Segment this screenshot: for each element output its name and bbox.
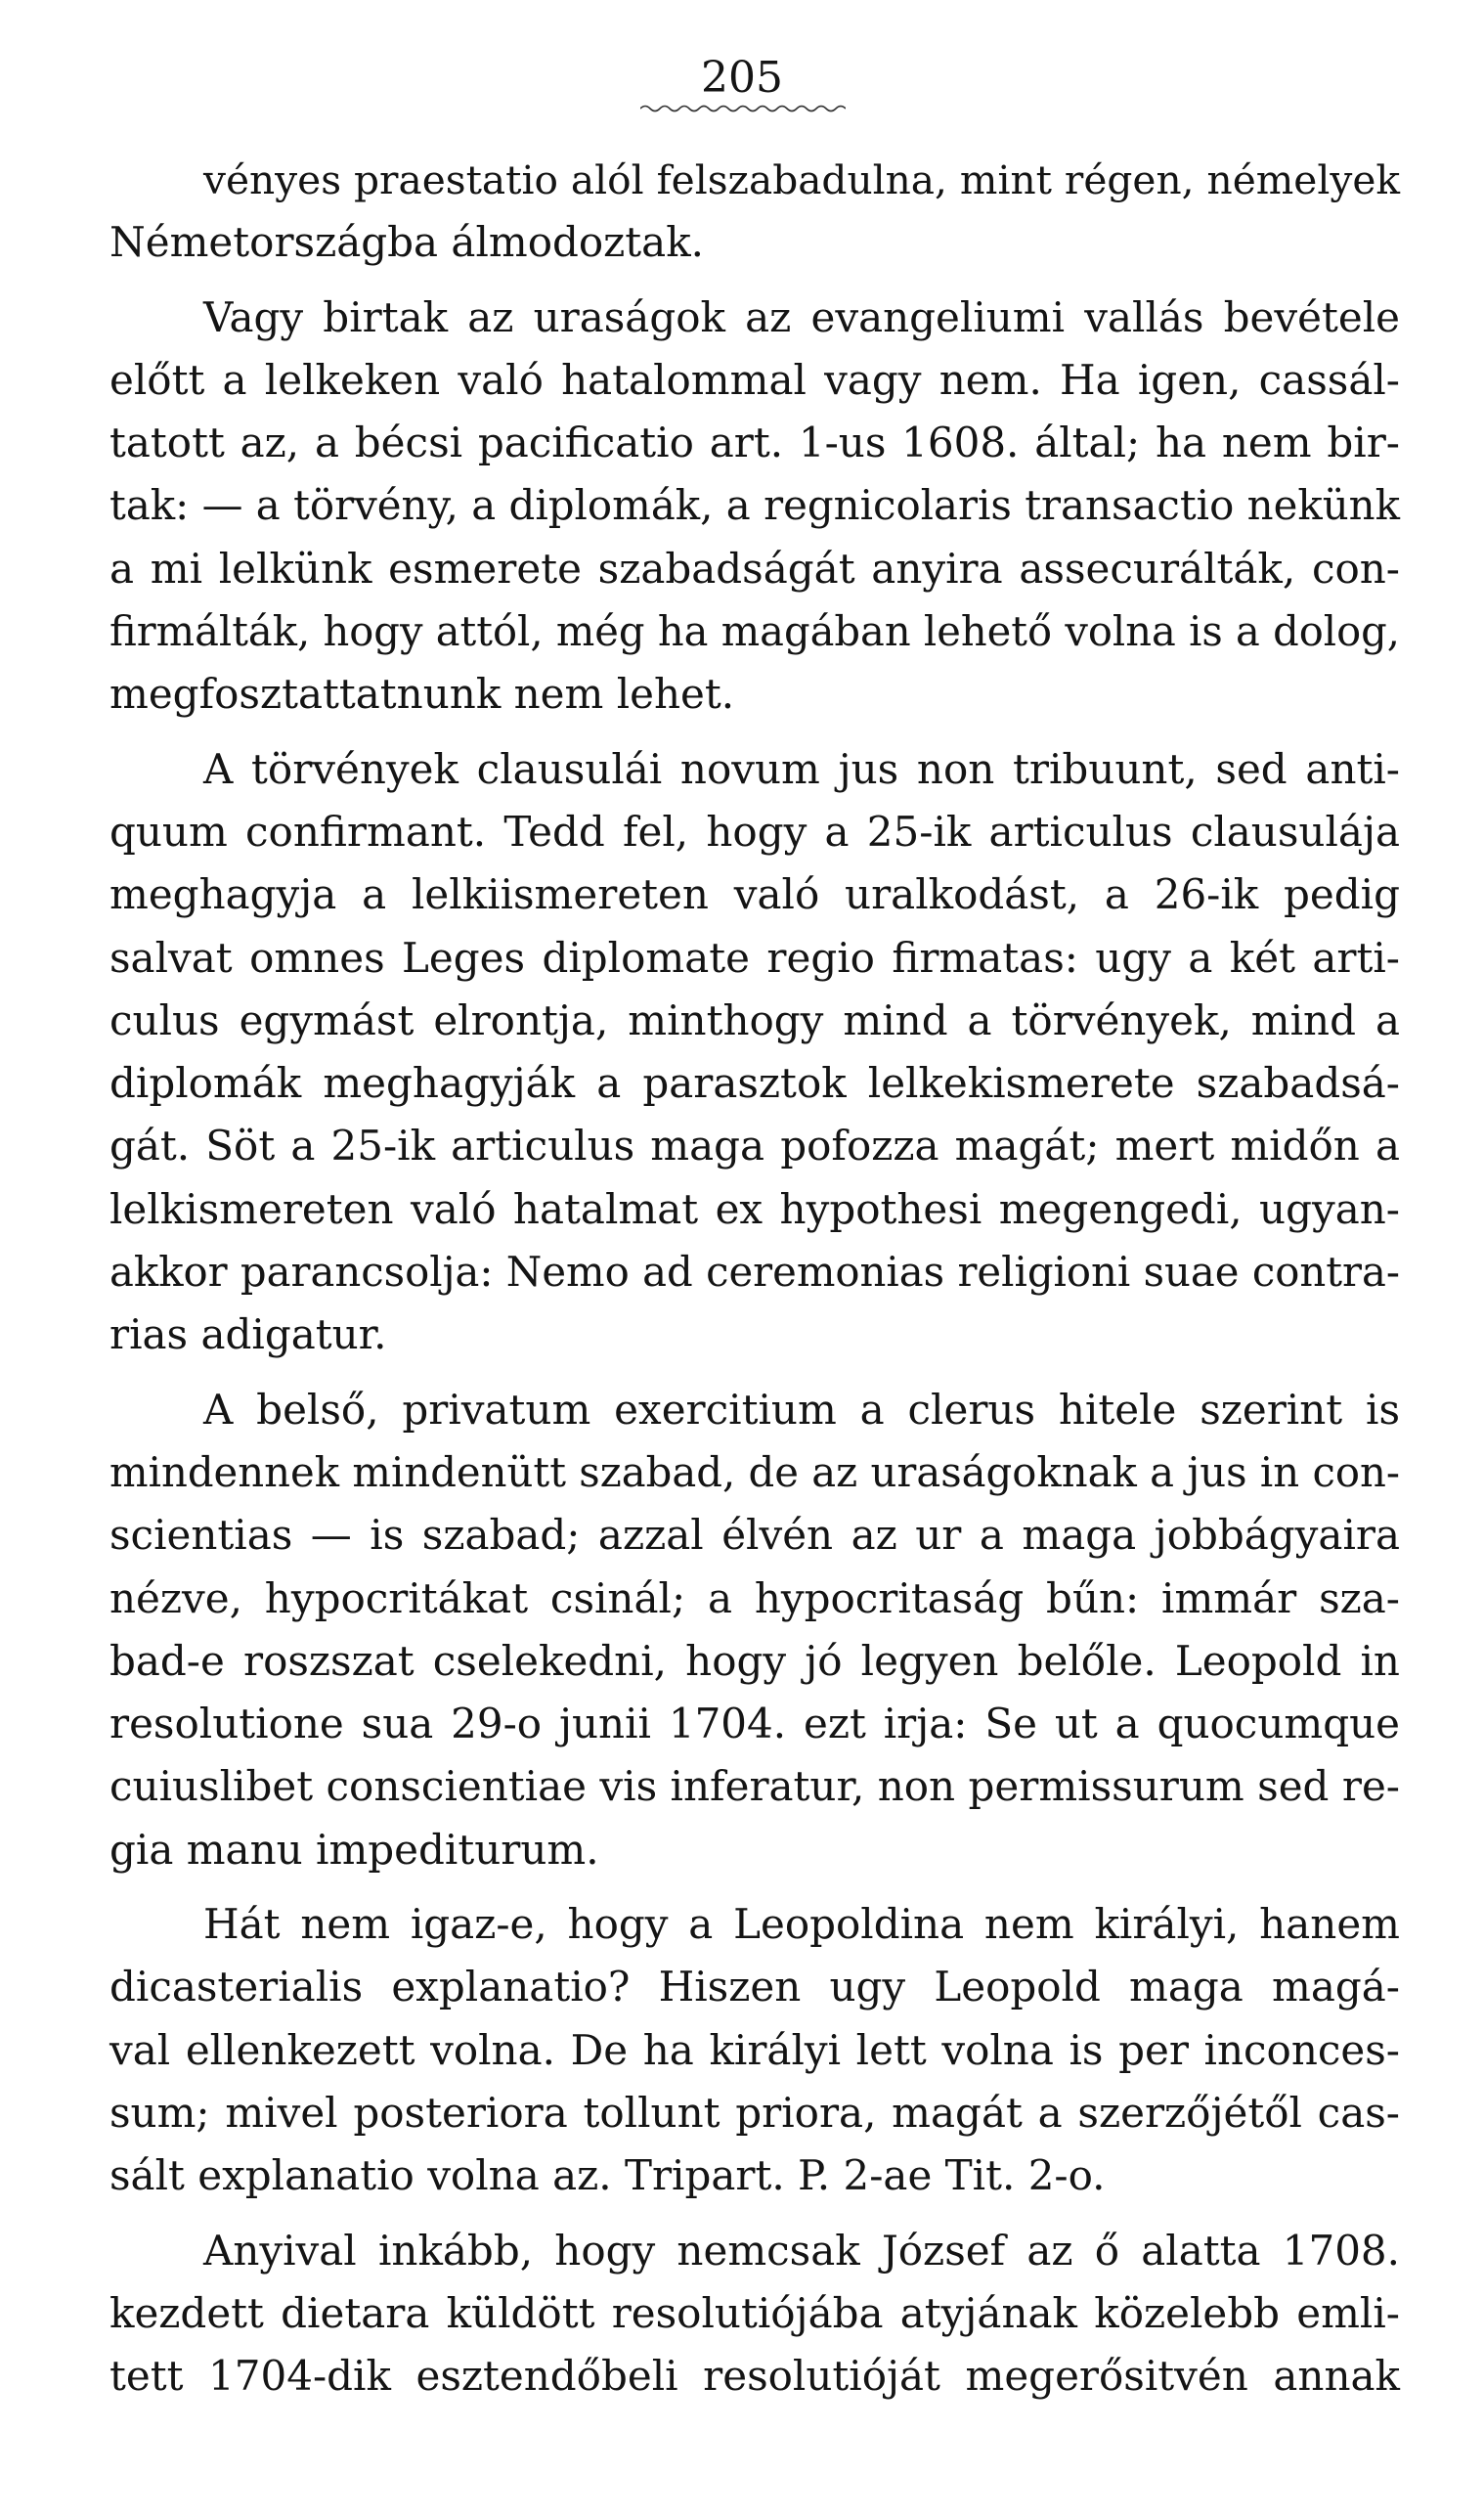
text-line: tatott az, a bécsi pacificatio art. 1-us 1608. által; ha nem bir- <box>109 419 1400 467</box>
text-line: rias adigatur. <box>109 1310 387 1359</box>
text-line: dicasterialis explanatio? Hiszen ugy Leopold maga magá- <box>109 1963 1400 2011</box>
text-line: mindennek mindenütt szabad, de az uraságoknak a jus in con- <box>109 1447 1400 1496</box>
text-line: tett 1704-dik esztendőbeli resolutióját megerősitvén annak <box>109 2352 1400 2401</box>
text-line: Vagy birtak az uraságok az evangeliumi vallás bevétele <box>203 292 1400 341</box>
text-line: cuiuslibet conscientiae vis inferatur, non permissurum sed re- <box>109 1762 1400 1811</box>
text-line: akkor parancsolja: Nemo ad ceremonias religioni suae contra- <box>109 1248 1400 1297</box>
text-line: resolutione sua 29-o junii 1704. ezt irja: Se ut a quocumque <box>109 1700 1400 1748</box>
paragraph <box>109 149 1400 275</box>
text-line: firmálták, hogy attól, még ha magában lehető volna is a dolog, <box>109 607 1400 656</box>
text-line: a mi lelkünk esmerete szabadságát anyira assecurálták, con- <box>109 544 1400 593</box>
text-line: Hát nem igaz-e, hogy a Leopoldina nem királyi, hanem <box>203 1900 1400 1949</box>
text-line: bad-e roszszat cselekedni, hogy jó legyen belőle. Leopold in <box>109 1636 1400 1685</box>
text-line: salvat omnes Leges diplomate regio firmatas: ugy a két arti- <box>109 933 1400 982</box>
text-line: A törvények clausulái novum jus non tribuunt, sed anti- <box>203 744 1400 793</box>
text-line: Anyival inkább, hogy nemcsak József az ő alatta 1708. <box>203 2226 1400 2275</box>
paragraph <box>109 1379 1400 1881</box>
text-line: tak: — a törvény, a diplomák, a regnicolaris transactio nekünk <box>109 481 1400 530</box>
text-line: megfosztattatnunk nem lehet. <box>109 670 735 719</box>
text-line: kezdett dietara küldött resolutiójába atyjának közelebb emli- <box>109 2288 1400 2337</box>
paragraph <box>109 2220 1400 2409</box>
paragraph <box>109 287 1400 727</box>
text-line: culus egymást elrontja, minthogy mind a törvények, mind a <box>109 995 1400 1044</box>
page-number-ornament <box>640 104 846 113</box>
text-line: Németországba álmodoztak. <box>109 218 705 267</box>
text-line: sált explanatio volna az. Tripart. P. 2-ae Tit. 2-o. <box>109 2151 1106 2200</box>
text-line: lelkismereten való hatalmat ex hypothesi megengedi, ugyan- <box>109 1184 1400 1233</box>
text-line: sum; mivel posteriora tollunt priora, magát a szerzőjétől cas- <box>109 2088 1400 2137</box>
text-line: A belső, privatum exercitium a clerus hitele szerint is <box>203 1385 1400 1434</box>
text-line: gát. Söt a 25-ik articulus maga pofozza magát; mert midőn a <box>109 1122 1400 1171</box>
text-line: quum confirmant. Tedd fel, hogy a 25-ik articulus clausulája <box>109 807 1400 856</box>
paragraph <box>109 1893 1400 2207</box>
text-line: gia manu impediturum. <box>109 1825 599 1874</box>
page-number: 205 <box>701 53 783 103</box>
text-line: diplomák meghagyják a parasztok lelkekismerete szabadsá- <box>109 1059 1400 1108</box>
text-line: előtt a lelkeken való hatalommal vagy nem. Ha igen, cassál- <box>109 355 1400 404</box>
paragraph <box>109 738 1400 1367</box>
text-line: meghagyja a lelkiismereten való uralkodást, a 26-ik pedig <box>109 870 1400 919</box>
body-text <box>109 149 1400 2408</box>
text-line: scientias — is szabad; azzal élvén az ur a maga jobbágyaira <box>109 1511 1400 1560</box>
text-line: val ellenkezett volna. De ha királyi lett volna is per inconces- <box>109 2025 1400 2074</box>
text-line: vényes praestatio alól felszabadulna, mint régen, némelyek <box>203 156 1400 203</box>
text-line: nézve, hypocritákat csinál; a hypocritaság bűn: immár sza- <box>109 1573 1400 1622</box>
